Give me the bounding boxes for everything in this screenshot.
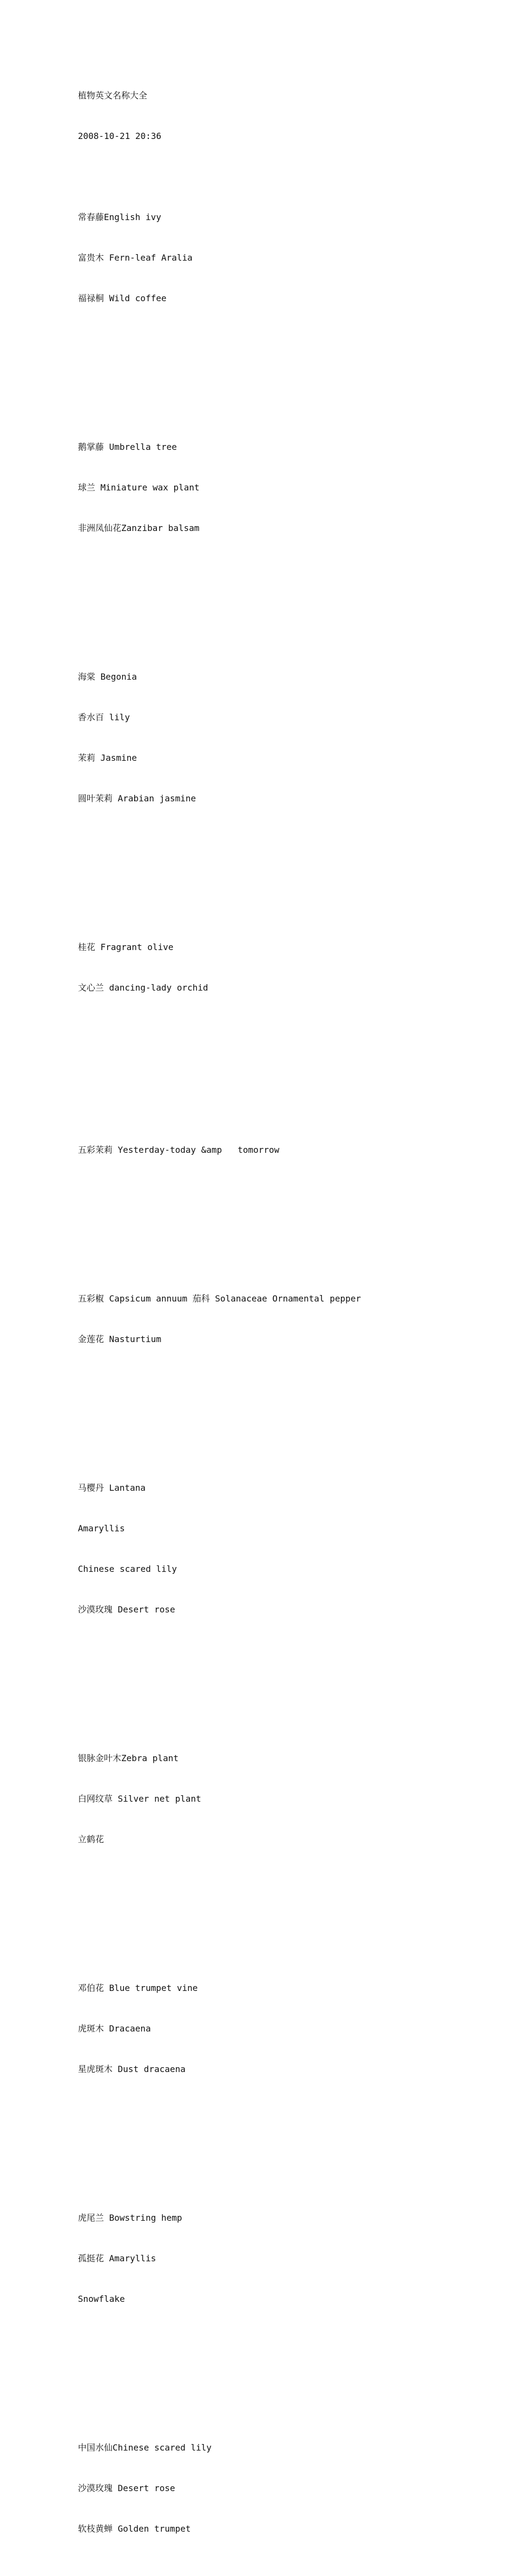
blank-line <box>78 1211 489 1224</box>
plant-entry: 福禄桐 Wild coffee <box>78 293 167 303</box>
plant-entry: 沙漠玫瑰 Desert rose <box>78 2483 175 2493</box>
blank-line <box>78 1048 489 1075</box>
blank-line <box>78 1670 489 1684</box>
plant-entry: 沙漠玫瑰 Desert rose <box>78 1604 175 1615</box>
plant-entry: 虎斑木 Dracaena <box>78 2023 151 2034</box>
plant-entry: 富贵木 Fern-leaf Aralia <box>78 253 193 263</box>
plant-entry: 五彩茉莉 Yesterday-today &amp tomorrow <box>78 1145 280 1155</box>
plant-group <box>78 2184 489 2333</box>
plant-entry: 香水百 lily <box>78 712 130 722</box>
plant-entry: 星虎斑木 Dust dracaena <box>78 2064 186 2074</box>
plant-group <box>78 643 489 832</box>
plant-entry: 桂花 Fragrant olive <box>78 942 174 952</box>
plant-entry: 中国水仙Chinese scared lily <box>78 2442 212 2453</box>
plant-group <box>78 2414 489 2562</box>
plant-entry: 立鹤花 <box>78 1834 104 1844</box>
plant-entry: 海棠 Begonia <box>78 672 137 682</box>
blank-line <box>78 589 489 602</box>
plant-group <box>78 1724 489 1873</box>
plant-group <box>78 183 489 332</box>
plant-group <box>78 1454 489 1643</box>
blank-line <box>78 859 489 873</box>
plant-entry: 常春藤English ivy <box>78 212 161 222</box>
plant-entry: 虎尾兰 Bowstring hemp <box>78 2213 182 2223</box>
page-title: 植物英文名称大全 <box>78 90 148 101</box>
plant-entry: 球兰 Miniature wax plant <box>78 482 200 493</box>
plant-group <box>78 1265 489 1373</box>
plant-entry: 白网纹草 Silver net plant <box>78 1794 201 1804</box>
blank-line <box>78 1900 489 1914</box>
blank-line <box>78 2130 489 2143</box>
plant-group <box>78 1116 489 1184</box>
plant-group <box>78 413 489 562</box>
plant-entry: 马樱丹 Lantana <box>78 1483 146 1493</box>
document-body <box>78 62 489 2576</box>
plant-entry: 文心兰 dancing-lady orchid <box>78 982 208 993</box>
plant-entry: 软枝黄蝉 Golden trumpet <box>78 2524 191 2534</box>
plant-group <box>78 913 489 1021</box>
plant-entry: 五彩椒 Capsicum annuum 茄科 Solanaceae Ornamental pepper <box>78 1293 361 1304</box>
blank-line <box>78 2360 489 2373</box>
post-date: 2008-10-21 20:36 <box>78 131 162 141</box>
plant-entry: 茉莉 Jasmine <box>78 753 137 763</box>
plant-entry: 邓伯花 Blue trumpet vine <box>78 1983 198 1993</box>
blank-line <box>78 359 489 373</box>
plant-group <box>78 1954 489 2103</box>
plant-entry: 非洲凤仙花Zanzibar balsam <box>78 523 200 533</box>
plant-entry: 金莲花 Nasturtium <box>78 1334 161 1344</box>
plant-entry: 孤挺花 Amaryllis <box>78 2253 156 2263</box>
plant-entry: 银脉金叶木Zebra plant <box>78 1753 179 1763</box>
plant-entry: Amaryllis <box>78 1523 125 1533</box>
plant-entry: 鹅掌藤 Umbrella tree <box>78 442 177 452</box>
plant-entry: 圆叶茉莉 Arabian jasmine <box>78 793 196 804</box>
blank-line <box>78 1400 489 1413</box>
plant-entry: Snowflake <box>78 2294 125 2304</box>
plant-entry: Chinese scared lily <box>78 1564 177 1574</box>
